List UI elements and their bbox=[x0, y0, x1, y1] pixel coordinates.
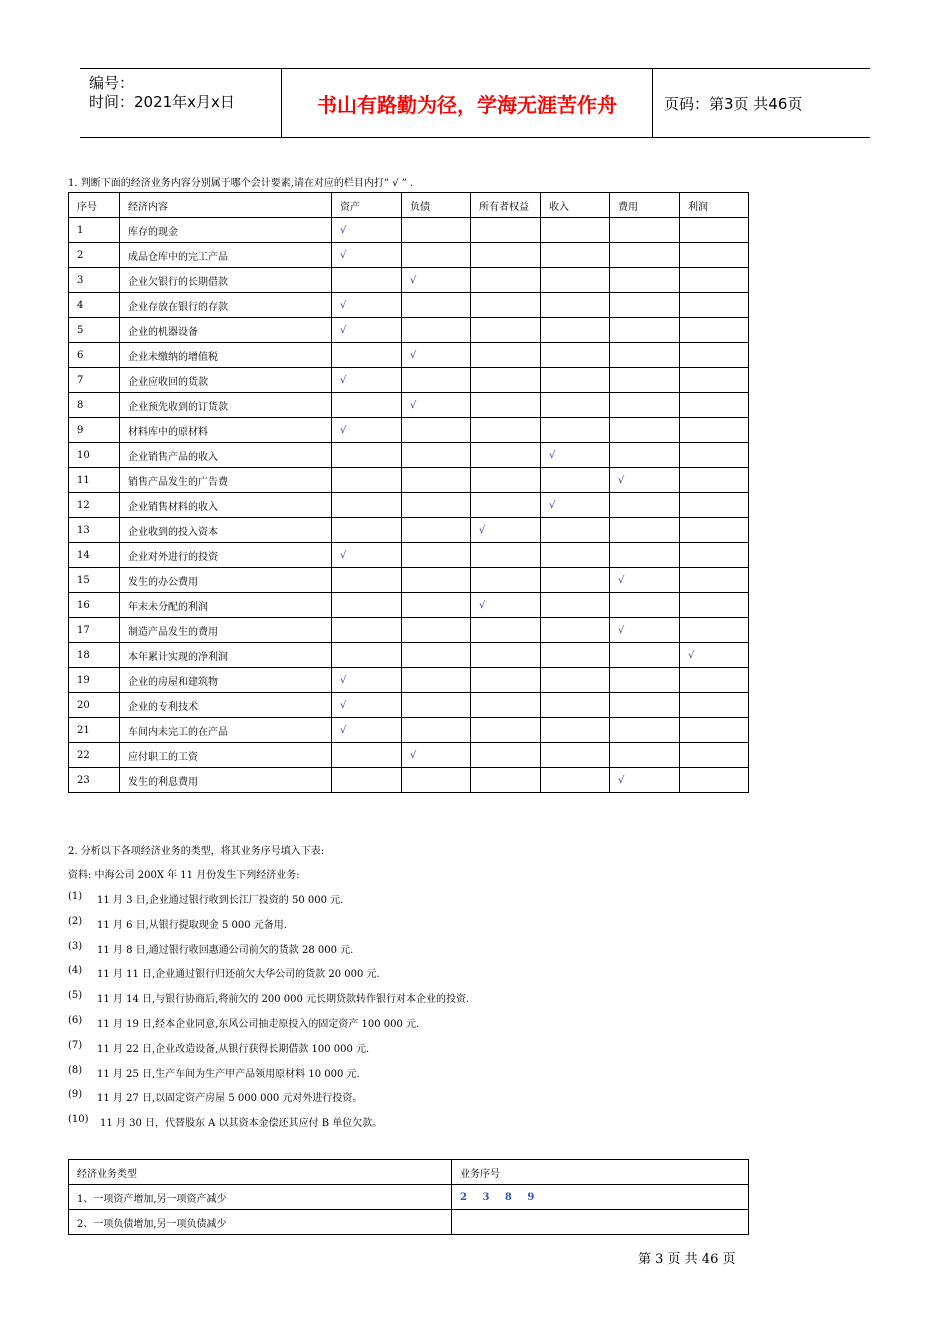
q2-col-type: 经济业务类型 bbox=[69, 1160, 452, 1185]
check-mark: √ bbox=[332, 293, 402, 318]
empty-cell bbox=[680, 443, 749, 468]
empty-cell bbox=[332, 268, 402, 293]
check-mark: √ bbox=[332, 418, 402, 443]
empty-cell bbox=[471, 643, 541, 668]
empty-cell bbox=[680, 368, 749, 393]
list-item-number: (9) bbox=[68, 1089, 83, 1101]
empty-cell bbox=[402, 468, 471, 493]
row-number: 1 bbox=[69, 218, 120, 243]
row-content: 企业应收回的货款 bbox=[120, 368, 332, 393]
table-row bbox=[69, 718, 749, 743]
empty-cell bbox=[332, 443, 402, 468]
empty-cell bbox=[610, 268, 680, 293]
empty-cell bbox=[471, 293, 541, 318]
empty-cell bbox=[541, 643, 610, 668]
empty-cell bbox=[541, 743, 610, 768]
empty-cell bbox=[402, 768, 471, 793]
row-number: 12 bbox=[69, 493, 120, 518]
empty-cell bbox=[610, 293, 680, 318]
empty-cell bbox=[541, 543, 610, 568]
empty-cell bbox=[402, 318, 471, 343]
empty-cell bbox=[471, 218, 541, 243]
row-content: 本年累计实现的净利润 bbox=[120, 643, 332, 668]
empty-cell bbox=[402, 443, 471, 468]
row-content: 材料库中的原材料 bbox=[120, 418, 332, 443]
empty-cell bbox=[402, 543, 471, 568]
row-number: 14 bbox=[69, 543, 120, 568]
table-row bbox=[69, 693, 749, 718]
document-header bbox=[80, 68, 870, 138]
row-content: 企业预先收到的订货款 bbox=[120, 393, 332, 418]
page-footer: 第 3 页 共 46 页 bbox=[638, 1252, 736, 1267]
table-row bbox=[69, 393, 749, 418]
empty-cell bbox=[610, 443, 680, 468]
empty-cell bbox=[471, 768, 541, 793]
empty-cell bbox=[680, 268, 749, 293]
row-content: 发生的办公费用 bbox=[120, 568, 332, 593]
empty-cell bbox=[541, 343, 610, 368]
empty-cell bbox=[402, 493, 471, 518]
row-content: 销售产品发生的广告费 bbox=[120, 468, 332, 493]
row-number: 23 bbox=[69, 768, 120, 793]
empty-cell bbox=[402, 593, 471, 618]
check-mark: √ bbox=[332, 368, 402, 393]
empty-cell bbox=[610, 718, 680, 743]
empty-cell bbox=[471, 493, 541, 518]
check-mark: √ bbox=[402, 343, 471, 368]
table-row bbox=[69, 668, 749, 693]
list-item: 11 月 8 日,通过银行收回惠通公司前欠的货款 28 000 元. bbox=[97, 944, 354, 956]
empty-cell bbox=[680, 393, 749, 418]
empty-cell bbox=[610, 518, 680, 543]
list-item-number: (7) bbox=[68, 1039, 83, 1051]
empty-cell bbox=[680, 418, 749, 443]
list-item: 11 月 6 日,从银行提取现金 5 000 元备用. bbox=[97, 919, 287, 931]
check-mark: √ bbox=[541, 443, 610, 468]
check-mark: √ bbox=[610, 768, 680, 793]
header-meta bbox=[80, 69, 282, 137]
table-row bbox=[69, 543, 749, 568]
q1-instruction: 1. 判断下面的经济业务内容分别属于哪个会计要素,请在对应的栏目内打” √ ” . bbox=[68, 178, 414, 189]
table-row bbox=[69, 768, 749, 793]
empty-cell bbox=[680, 468, 749, 493]
time-label: 时间：2021年x月x日 bbox=[89, 93, 235, 111]
empty-cell bbox=[402, 618, 471, 643]
empty-cell bbox=[610, 668, 680, 693]
empty-cell bbox=[680, 693, 749, 718]
empty-cell bbox=[332, 768, 402, 793]
row-content: 企业销售产品的收入 bbox=[120, 443, 332, 468]
row-content: 企业的专利技术 bbox=[120, 693, 332, 718]
check-mark: √ bbox=[402, 393, 471, 418]
list-item: 11 月 11 日,企业通过银行归还前欠大华公司的货款 20 000 元. bbox=[97, 969, 380, 981]
check-mark: √ bbox=[332, 668, 402, 693]
empty-cell bbox=[610, 218, 680, 243]
table-row bbox=[69, 293, 749, 318]
table-row bbox=[69, 1185, 749, 1210]
list-item: 11 月 3 日,企业通过银行收到长江厂投资的 50 000 元. bbox=[97, 895, 344, 906]
column-header: 收入 bbox=[541, 193, 610, 218]
table-row bbox=[69, 643, 749, 668]
empty-cell bbox=[471, 468, 541, 493]
row-content: 企业的房屋和建筑物 bbox=[120, 668, 332, 693]
empty-cell bbox=[610, 393, 680, 418]
table-row bbox=[69, 268, 749, 293]
table-row bbox=[69, 443, 749, 468]
row-content: 发生的利息费用 bbox=[120, 768, 332, 793]
empty-cell bbox=[471, 343, 541, 368]
row-number: 15 bbox=[69, 568, 120, 593]
row-number: 16 bbox=[69, 593, 120, 618]
list-item-number: (10) bbox=[68, 1114, 89, 1126]
empty-cell bbox=[680, 718, 749, 743]
number-label: 编号： bbox=[89, 74, 135, 92]
row-content: 企业收到的投入资本 bbox=[120, 518, 332, 543]
empty-cell bbox=[471, 568, 541, 593]
table-row bbox=[69, 468, 749, 493]
column-header: 费用 bbox=[610, 193, 680, 218]
empty-cell bbox=[471, 243, 541, 268]
check-mark: √ bbox=[332, 318, 402, 343]
check-mark: √ bbox=[471, 593, 541, 618]
empty-cell bbox=[680, 768, 749, 793]
check-mark: √ bbox=[610, 468, 680, 493]
empty-cell bbox=[541, 568, 610, 593]
list-item-number: (6) bbox=[68, 1015, 83, 1026]
empty-cell bbox=[541, 268, 610, 293]
empty-cell bbox=[332, 568, 402, 593]
q2-seq-cell bbox=[452, 1210, 749, 1235]
row-content: 制造产品发生的费用 bbox=[120, 618, 332, 643]
check-mark: √ bbox=[332, 218, 402, 243]
empty-cell bbox=[541, 393, 610, 418]
row-number: 2 bbox=[69, 243, 120, 268]
column-header: 利润 bbox=[680, 193, 749, 218]
q2-type-cell: 2、一项负债增加,另一项负债减少 bbox=[69, 1210, 452, 1235]
row-number: 20 bbox=[69, 693, 120, 718]
empty-cell bbox=[680, 568, 749, 593]
row-number: 18 bbox=[69, 643, 120, 668]
q2-instruction: 2. 分析以下各项经济业务的类型，将其业务序号填入下表: bbox=[68, 846, 325, 857]
empty-cell bbox=[332, 493, 402, 518]
empty-cell bbox=[680, 618, 749, 643]
empty-cell bbox=[332, 643, 402, 668]
q2-material: 资料: 中海公司 200X 年 11 月份发生下列经济业务: bbox=[68, 870, 300, 881]
empty-cell bbox=[610, 243, 680, 268]
row-number: 7 bbox=[69, 368, 120, 393]
empty-cell bbox=[332, 618, 402, 643]
row-number: 9 bbox=[69, 418, 120, 443]
check-mark: √ bbox=[332, 718, 402, 743]
table-row bbox=[69, 593, 749, 618]
empty-cell bbox=[471, 368, 541, 393]
list-item: 11 月 19 日,经本企业同意,东风公司抽走原投入的固定资产 100 000 元. bbox=[97, 1019, 420, 1030]
check-mark: √ bbox=[610, 568, 680, 593]
empty-cell bbox=[402, 293, 471, 318]
empty-cell bbox=[402, 243, 471, 268]
table-row bbox=[69, 318, 749, 343]
row-number: 17 bbox=[69, 618, 120, 643]
empty-cell bbox=[610, 743, 680, 768]
table-row bbox=[69, 243, 749, 268]
table-row bbox=[69, 568, 749, 593]
empty-cell bbox=[541, 243, 610, 268]
empty-cell bbox=[680, 593, 749, 618]
empty-cell bbox=[471, 668, 541, 693]
row-number: 4 bbox=[69, 293, 120, 318]
empty-cell bbox=[402, 418, 471, 443]
empty-cell bbox=[541, 593, 610, 618]
row-number: 11 bbox=[69, 468, 120, 493]
table-row bbox=[69, 218, 749, 243]
table-row bbox=[69, 493, 749, 518]
row-number: 8 bbox=[69, 393, 120, 418]
row-content: 成品仓库中的完工产品 bbox=[120, 243, 332, 268]
empty-cell bbox=[610, 493, 680, 518]
row-content: 应付职工的工资 bbox=[120, 743, 332, 768]
empty-cell bbox=[541, 293, 610, 318]
empty-cell bbox=[680, 668, 749, 693]
empty-cell bbox=[471, 743, 541, 768]
empty-cell bbox=[471, 318, 541, 343]
empty-cell bbox=[610, 343, 680, 368]
row-number: 13 bbox=[69, 518, 120, 543]
row-content: 车间内未完工的在产品 bbox=[120, 718, 332, 743]
empty-cell bbox=[332, 468, 402, 493]
check-mark: √ bbox=[332, 243, 402, 268]
list-item-number: (1) bbox=[68, 891, 83, 902]
list-item: 11 月 30 日，代替股东 A 以其资本金偿还其应付 B 单位欠款。 bbox=[100, 1118, 383, 1130]
empty-cell bbox=[541, 418, 610, 443]
empty-cell bbox=[680, 243, 749, 268]
q2-table-header bbox=[69, 1160, 749, 1185]
empty-cell bbox=[680, 743, 749, 768]
empty-cell bbox=[402, 693, 471, 718]
empty-cell bbox=[402, 668, 471, 693]
empty-cell bbox=[541, 468, 610, 493]
list-item-number: (5) bbox=[68, 990, 83, 1002]
empty-cell bbox=[541, 693, 610, 718]
row-number: 5 bbox=[69, 318, 120, 343]
row-content: 年末未分配的利润 bbox=[120, 593, 332, 618]
check-mark: √ bbox=[332, 543, 402, 568]
column-header: 经济内容 bbox=[120, 193, 332, 218]
check-mark: √ bbox=[680, 643, 749, 668]
empty-cell bbox=[541, 518, 610, 543]
q2-seq-cell: 2 3 8 9 bbox=[452, 1185, 749, 1210]
empty-cell bbox=[402, 518, 471, 543]
table-row bbox=[69, 1210, 749, 1235]
row-content: 企业存放在银行的存款 bbox=[120, 293, 332, 318]
row-number: 6 bbox=[69, 343, 120, 368]
list-item: 11 月 27 日,以固定资产房屋 5 000 000 元对外进行投资。 bbox=[97, 1093, 363, 1105]
row-content: 企业销售材料的收入 bbox=[120, 493, 332, 518]
header-page-label: 页码：第3页 共46页 bbox=[664, 94, 803, 113]
check-mark: √ bbox=[332, 693, 402, 718]
table-row bbox=[69, 743, 749, 768]
row-content: 企业欠银行的长期借款 bbox=[120, 268, 332, 293]
empty-cell bbox=[610, 318, 680, 343]
empty-cell bbox=[402, 718, 471, 743]
empty-cell bbox=[332, 393, 402, 418]
empty-cell bbox=[610, 643, 680, 668]
empty-cell bbox=[610, 543, 680, 568]
empty-cell bbox=[610, 368, 680, 393]
empty-cell bbox=[541, 218, 610, 243]
empty-cell bbox=[402, 368, 471, 393]
row-number: 10 bbox=[69, 443, 120, 468]
column-header: 所有者权益 bbox=[471, 193, 541, 218]
empty-cell bbox=[402, 218, 471, 243]
row-number: 21 bbox=[69, 718, 120, 743]
row-content: 库存的现金 bbox=[120, 218, 332, 243]
empty-cell bbox=[610, 693, 680, 718]
empty-cell bbox=[471, 543, 541, 568]
list-item: 11 月 25 日,生产车间为生产甲产品领用原材料 10 000 元. bbox=[97, 1068, 360, 1080]
empty-cell bbox=[680, 543, 749, 568]
row-number: 3 bbox=[69, 268, 120, 293]
q1-table bbox=[68, 192, 749, 793]
empty-cell bbox=[332, 518, 402, 543]
empty-cell bbox=[680, 293, 749, 318]
list-item: 11 月 14 日,与银行协商后,将前欠的 200 000 元长期贷款转作银行对本企业的投资. bbox=[97, 994, 470, 1006]
row-content: 企业的机器设备 bbox=[120, 318, 332, 343]
empty-cell bbox=[541, 718, 610, 743]
empty-cell bbox=[402, 643, 471, 668]
check-mark: √ bbox=[610, 618, 680, 643]
check-mark: √ bbox=[402, 743, 471, 768]
empty-cell bbox=[610, 593, 680, 618]
table-row bbox=[69, 418, 749, 443]
empty-cell bbox=[541, 318, 610, 343]
check-mark: √ bbox=[541, 493, 610, 518]
list-item-number: (4) bbox=[68, 965, 83, 977]
empty-cell bbox=[680, 318, 749, 343]
empty-cell bbox=[541, 768, 610, 793]
empty-cell bbox=[680, 518, 749, 543]
row-number: 22 bbox=[69, 743, 120, 768]
empty-cell bbox=[541, 618, 610, 643]
empty-cell bbox=[680, 218, 749, 243]
empty-cell bbox=[471, 618, 541, 643]
header-motto: 书山有路勤为径，学海无涯苦作舟 bbox=[282, 69, 653, 137]
empty-cell bbox=[541, 368, 610, 393]
empty-cell bbox=[332, 743, 402, 768]
empty-cell bbox=[680, 493, 749, 518]
empty-cell bbox=[471, 268, 541, 293]
empty-cell bbox=[610, 418, 680, 443]
table-row bbox=[69, 343, 749, 368]
empty-cell bbox=[471, 443, 541, 468]
table-row bbox=[69, 618, 749, 643]
list-item-number: (3) bbox=[68, 940, 83, 952]
empty-cell bbox=[332, 343, 402, 368]
column-header: 资产 bbox=[332, 193, 402, 218]
empty-cell bbox=[471, 718, 541, 743]
empty-cell bbox=[471, 393, 541, 418]
column-header: 负债 bbox=[402, 193, 471, 218]
empty-cell bbox=[402, 568, 471, 593]
table-row bbox=[69, 368, 749, 393]
list-item-number: (2) bbox=[68, 915, 83, 927]
q2-col-seq: 业务序号 bbox=[452, 1160, 749, 1185]
row-content: 企业对外进行的投资 bbox=[120, 543, 332, 568]
row-content: 企业未缴纳的增值税 bbox=[120, 343, 332, 368]
empty-cell bbox=[541, 668, 610, 693]
empty-cell bbox=[332, 593, 402, 618]
check-mark: √ bbox=[402, 268, 471, 293]
column-header: 序号 bbox=[69, 193, 120, 218]
table-row bbox=[69, 518, 749, 543]
q2-table bbox=[68, 1159, 749, 1235]
list-item: 11 月 22 日,企业改造设备,从银行获得长期借款 100 000 元. bbox=[97, 1043, 370, 1055]
row-number: 19 bbox=[69, 668, 120, 693]
empty-cell bbox=[471, 693, 541, 718]
empty-cell bbox=[471, 418, 541, 443]
q1-table-header bbox=[69, 193, 749, 218]
check-mark: √ bbox=[471, 518, 541, 543]
q2-type-cell: 1、一项资产增加,另一项资产减少 bbox=[69, 1185, 452, 1210]
list-item-number: (8) bbox=[68, 1064, 83, 1076]
empty-cell bbox=[680, 343, 749, 368]
